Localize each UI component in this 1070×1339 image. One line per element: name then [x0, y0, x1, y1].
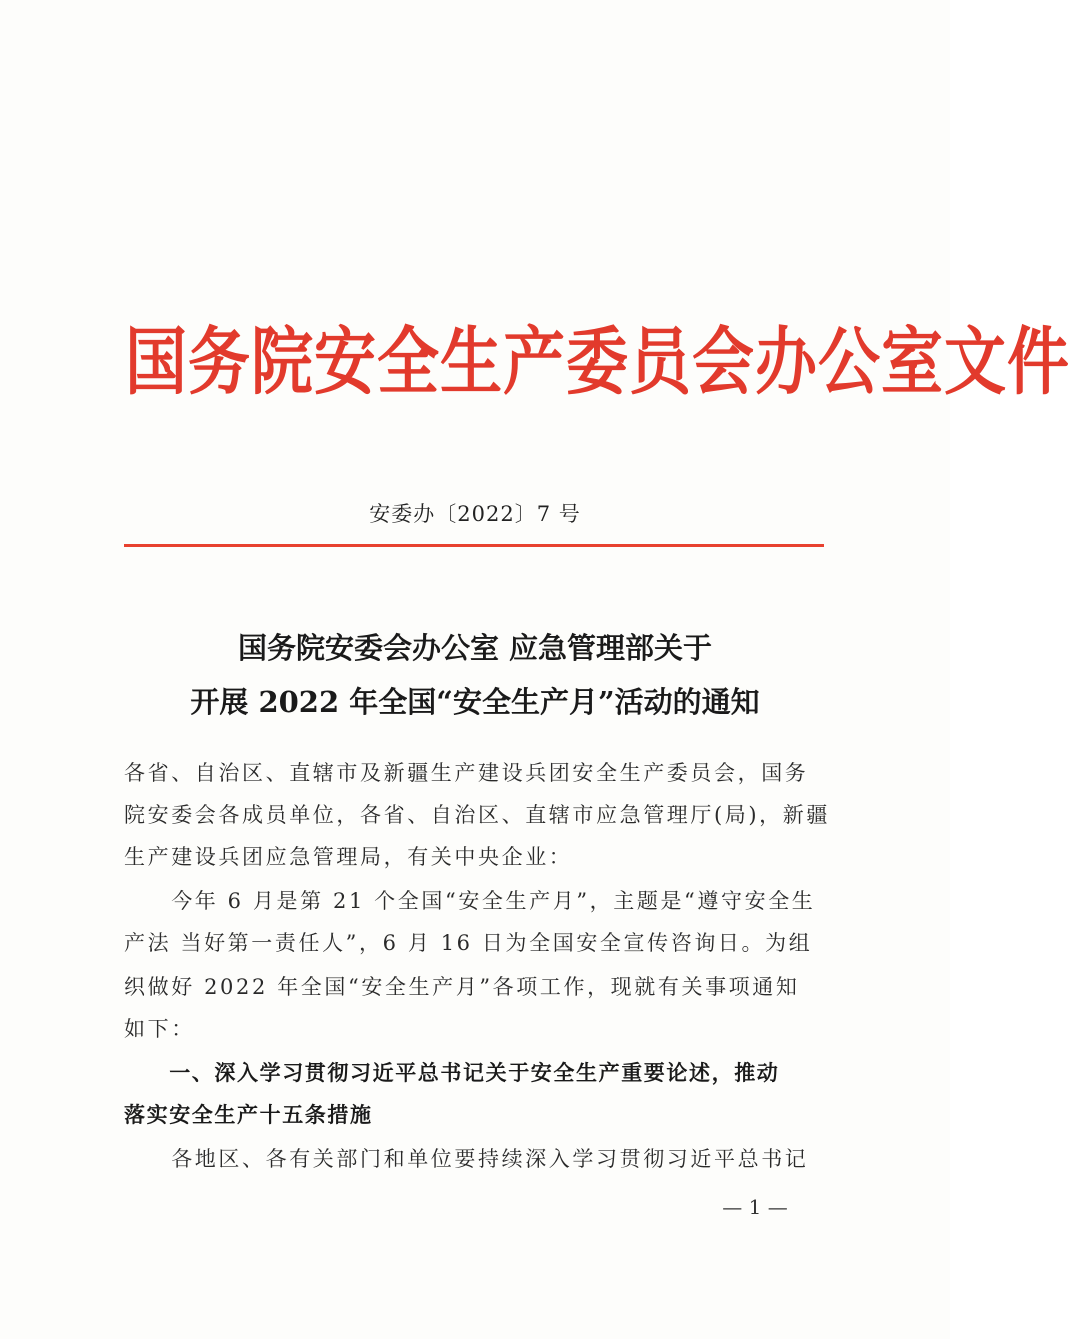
document-number: 安委办〔2022〕7 号: [369, 502, 581, 526]
body-line-4: 今年 6 月是第 21 个全国“安全生产月”，主题是“遵守安全生: [124, 889, 816, 913]
notice-title-line-1: 国务院安委会办公室 应急管理部关于: [237, 631, 713, 665]
body-line-10: 各地区、各有关部门和单位要持续深入学习贯彻习近平总书记: [124, 1147, 809, 1171]
body-line-6: 织做好 2022 年全国“安全生产月”各项工作，现就有关事项通知: [124, 975, 800, 999]
issuing-organization-title: 国务院安全生产委员会办公室文件: [125, 318, 1070, 405]
body-line-7: 如下：: [124, 1017, 195, 1041]
section-heading-1-line-1: 一、深入学习贯彻习近平总书记关于安全生产重要论述，推动: [124, 1061, 780, 1085]
body-line-5: 产法 当好第一责任人”，6 月 16 日为全国安全宣传咨询日。为组: [124, 931, 813, 955]
red-separator-line: [124, 544, 824, 547]
notice-title-line-2: 开展 2022 年全国“安全生产月”活动的通知: [190, 685, 760, 719]
body-line-1: 各省、自治区、直辖市及新疆生产建设兵团安全生产委员会，国务: [124, 761, 809, 785]
page-number: — 1 —: [722, 1195, 788, 1219]
body-line-2: 院安委会各成员单位，各省、自治区、直辖市应急管理厅(局)，新疆: [124, 803, 830, 827]
body-line-3: 生产建设兵团应急管理局，有关中央企业：: [124, 845, 573, 869]
section-heading-1-line-2: 落实安全生产十五条措施: [124, 1103, 373, 1127]
